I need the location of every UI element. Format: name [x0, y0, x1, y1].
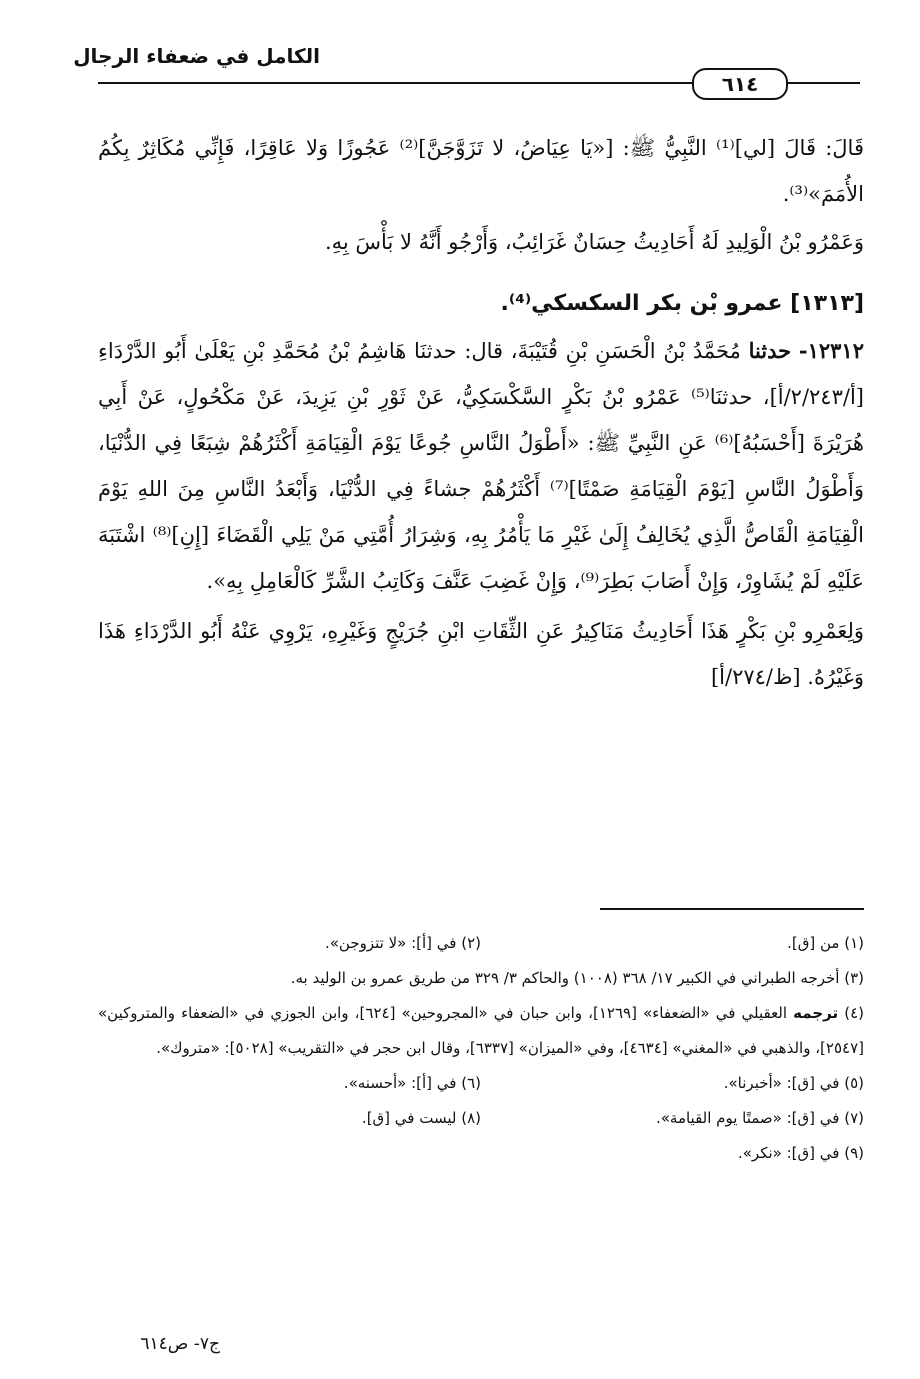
volume-page-reference: ج٧- ص٦١٤	[140, 1334, 220, 1354]
footnote-8: (٨) ليست في [ق].	[361, 1109, 481, 1127]
footnote-6: (٦) في [أ]: «أحسنه».	[343, 1074, 481, 1092]
footnote-row	[98, 1136, 864, 1171]
paragraph-4: وَلِعَمْرِو بْنِ بَكْرٍ هَذَا أَحَادِيثُ مَنَاكِيرُ عَنِ الثِّقَاتِ ابْنِ جُرَيْجٍ وَغَيْرِهِ، يَرْوِي عَنْهُ أَبُو الدَّرْدَاءِ هَذَا وَغَيْرُهُ. [ظ/٢٧٤/أ]	[98, 619, 864, 689]
hadith-text: مُحَمَّدُ بْنُ الْحَسَنِ بْنِ قُتَيْبَةَ، قال: حدثنَا هَاشِمُ بْنُ مُحَمَّدِ بْنِ يَعْلَىٰ أَبُو الدَّرْدَاءِ [أ/٢/٢٤٣/أ]، حدثنَا⁽⁵⁾ عَمْرُو بْنُ بَكْرٍ السَّكْسَكِيُّ، عَنْ ثَوْرِ بْنِ يَزِيدَ، عَنْ مَكْحُولٍ، عَنْ أَبِي هُرَيْرَةَ [أَحْسَبُهُ]⁽⁶⁾ عَنِ النَّبِيِّ ﷺ: «أَطْوَلُ النَّاسِ جُوعًا يَوْمَ الْقِيَامَةِ أَكْثَرُهُمْ شِبَعًا فِي الدُّنْيَا، وَأَطْوَلُ النَّاسِ [يَوْمَ الْقِيَامَةِ صَمْتًا]⁽⁷⁾ أَكْثَرُهُمْ جشاءً فِي الدُّنْيَا، وَأَبْعَدُ النَّاسِ مِنَ اللهِ يَوْمَ الْقِيَامَةِ الْقَاصُّ الَّذِي يُخَالِفُ إِلَىٰ غَيْرِ مَا يَأْمُرُ بِهِ، وَشِرَارُ أُمَّتِي مَنْ يَلِي الْقَضَاءَ [إِنِ]⁽⁸⁾ اشْتَبَهَ عَلَيْهِ لَمْ يُشَاوِرْ، وَإِنْ أَصَابَ بَطِرَ⁽⁹⁾، وَإِنْ غَضِبَ عَنَّفَ وَكَاتِبُ الشَّرِّ كَالْعَامِلِ بِهِ».	[98, 339, 864, 593]
hadith-number: ١٢٣١٢-	[798, 338, 864, 363]
main-text	[98, 125, 864, 700]
footnote-5: (٥) في [ق]: «أخبرنا».	[723, 1074, 864, 1092]
footnotes	[98, 926, 864, 1171]
footnote-1: (١) من [ق].	[787, 934, 864, 952]
footnote-7: (٧) في [ق]: «صمتًا يوم القيامة».	[655, 1109, 864, 1127]
footnote-4	[98, 996, 864, 1066]
footnote-4-text: العقيلي في «الضعفاء» [١٢٦٩]، وابن حبان في «المجروحين» [٦٢٤]، وابن الجوزي في «الضعفاء والمتروكين» [٢٥٤٧]، والذهبي في «المغني» [٤٦٣٤]، وفي «الميزان» [٦٣٣٧]، وقال ابن حجر في «التقريب» [٥٠٢٨]: «متروك».	[98, 1004, 864, 1057]
running-title: الكامل في ضعفاء الرجال	[73, 44, 320, 68]
paragraph-1: قَالَ: قَالَ [لي]⁽¹⁾ النَّبِيُّ ﷺ: [«يَا عِيَاضُ، لا تَزَوَّجَنَّ]⁽²⁾ عَجُوزًا وَلا عَاقِرًا، فَإِنِّي مُكَاثِرٌ بِكُمُ الأُمَمَ»⁽³⁾.	[98, 136, 864, 206]
hadith-label: حدثنا	[748, 338, 792, 363]
footnote-row	[98, 1066, 864, 1101]
paragraph-3	[98, 328, 864, 604]
footnote-row	[98, 926, 864, 961]
footnote-2: (٢) في [أ]: «لا تتزوجن».	[324, 934, 481, 952]
footnote-4-label: ترجمه	[793, 1004, 839, 1022]
footnote-4-number: (٤)	[844, 1004, 864, 1022]
footnote-rule	[600, 908, 864, 910]
paragraph-2: وَعَمْرُو بْنُ الْوَلِيدِ لَهُ أَحَادِيثُ حِسَانٌ غَرَائِبُ، وَأَرْجُو أَنَّهُ لا بَأْسَ بِهِ.	[324, 230, 864, 254]
footnote-3: (٣) أخرجه الطبراني في الكبير ١٧/ ٣٦٨ (١٠٠٨) والحاكم ٣/ ٣٢٩ من طريق عمرو بن الوليد به.	[290, 969, 864, 987]
page-number-badge: ٦١٤	[692, 68, 788, 100]
footnote-9: (٩) في [ق]: «نكر».	[737, 1144, 864, 1162]
section-heading: [١٣١٣] عمرو بْن بكر السكسكي⁽⁴⁾.	[500, 291, 864, 316]
footnote-row	[98, 1101, 864, 1136]
